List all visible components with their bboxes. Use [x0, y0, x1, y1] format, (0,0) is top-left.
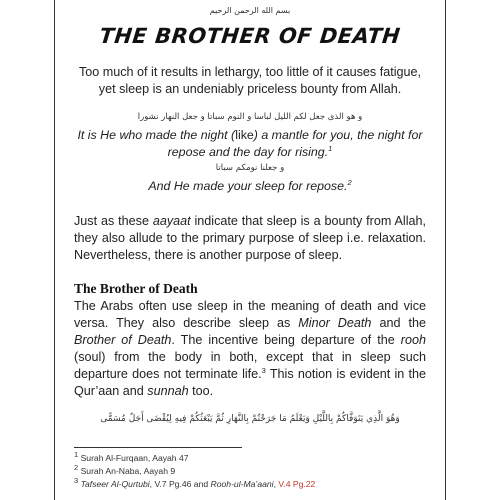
footnote-ref-2[interactable]: 2 — [347, 177, 352, 187]
footnote-1: $^1$ Surah Al-Furqaan, Aayah 47 — [74, 450, 189, 463]
footnote-3-ref-link[interactable]: V.4 Pg.22 — [278, 479, 316, 489]
purpose-term-aayaat: aayaat — [152, 214, 191, 228]
verse3-arabic: وَهُوَ الَّذِي يَتَوَفَّاكُمْ بِاللَّيْلِ وَيَعْلَمُ مَا جَرَحْتُمْ بِالنَّهَارِ ثُمَّ يَبْعَثُكُمْ فِيهِ لِيُقْضَى أَجَلٌ مُسَمًّى — [100, 414, 400, 424]
term-minor-death: Minor Death — [298, 316, 372, 330]
footnote-2: $^2$ Surah An-Naba, Aayah 9 — [74, 463, 176, 476]
footnotes — [74, 452, 426, 491]
purpose-paragraph — [74, 213, 426, 264]
term-sunnah: sunnah — [147, 384, 189, 398]
death-text-b: and the — [371, 316, 426, 330]
footnote-divider — [74, 447, 242, 448]
verse1-translation — [74, 127, 426, 161]
death-text-c: . The incentive being departure of the — [171, 333, 401, 347]
death-text-e: This notion is evident in the Qur’aan and — [74, 367, 426, 398]
verse1-text-a: It is He who made the night ( — [77, 128, 236, 142]
death-text-a: The Arabs often use sleep in the meaning of death and vice versa. They also describe sleep as — [74, 299, 426, 330]
verse2-arabic: و جعلنا نومكم سباتا — [215, 163, 285, 173]
term-brother-of-death: Brother of Death — [74, 333, 172, 347]
verse2-translation — [74, 178, 426, 195]
death-paragraph — [74, 298, 426, 400]
death-text-f: too. — [188, 384, 214, 398]
term-rooh: rooh — [400, 333, 427, 347]
basmala: بسم الله الرحمن الرحيم — [209, 6, 291, 15]
verse1-text-b: ) a mantle for you, the night for repose and the day for rising. — [167, 128, 423, 159]
footnote-ref-1[interactable]: 1 — [328, 143, 333, 153]
footnote-ref-3[interactable]: 3 — [261, 365, 266, 375]
verse1-text-like: like — [235, 128, 254, 142]
page-title: THE BROTHER OF DEATH — [98, 24, 402, 48]
purpose-text-b: indicate that sleep is a bounty from Allah, they also allude to the primary purpose of sleep i.e. relaxation. Nevertheless, there is another purpose of sleep. — [74, 214, 426, 262]
footnote-3: $^3$ Tafseer Al-Qurtubi, V.7 Pg.46 and Rooh-ul-Ma’aani, V.4 Pg.22 — [74, 476, 316, 489]
verse2-text: And He made your sleep for repose. — [148, 179, 348, 193]
section-heading: The Brother of Death — [74, 281, 198, 296]
purpose-text-a: Just as these — [74, 214, 153, 228]
intro-paragraph: Too much of it results in lethargy, too little of it causes fatigue, yet sleep is an undeniably priceless bounty from Allah. — [78, 65, 422, 96]
death-text-d: (soul) from the body in both, except that in sleep such departure does not terminate life. — [74, 350, 426, 381]
verse1-arabic: و هو الذى جعل لكم الليل لباسا و النوم سباتا و جعل النهار نشورا — [137, 112, 363, 122]
